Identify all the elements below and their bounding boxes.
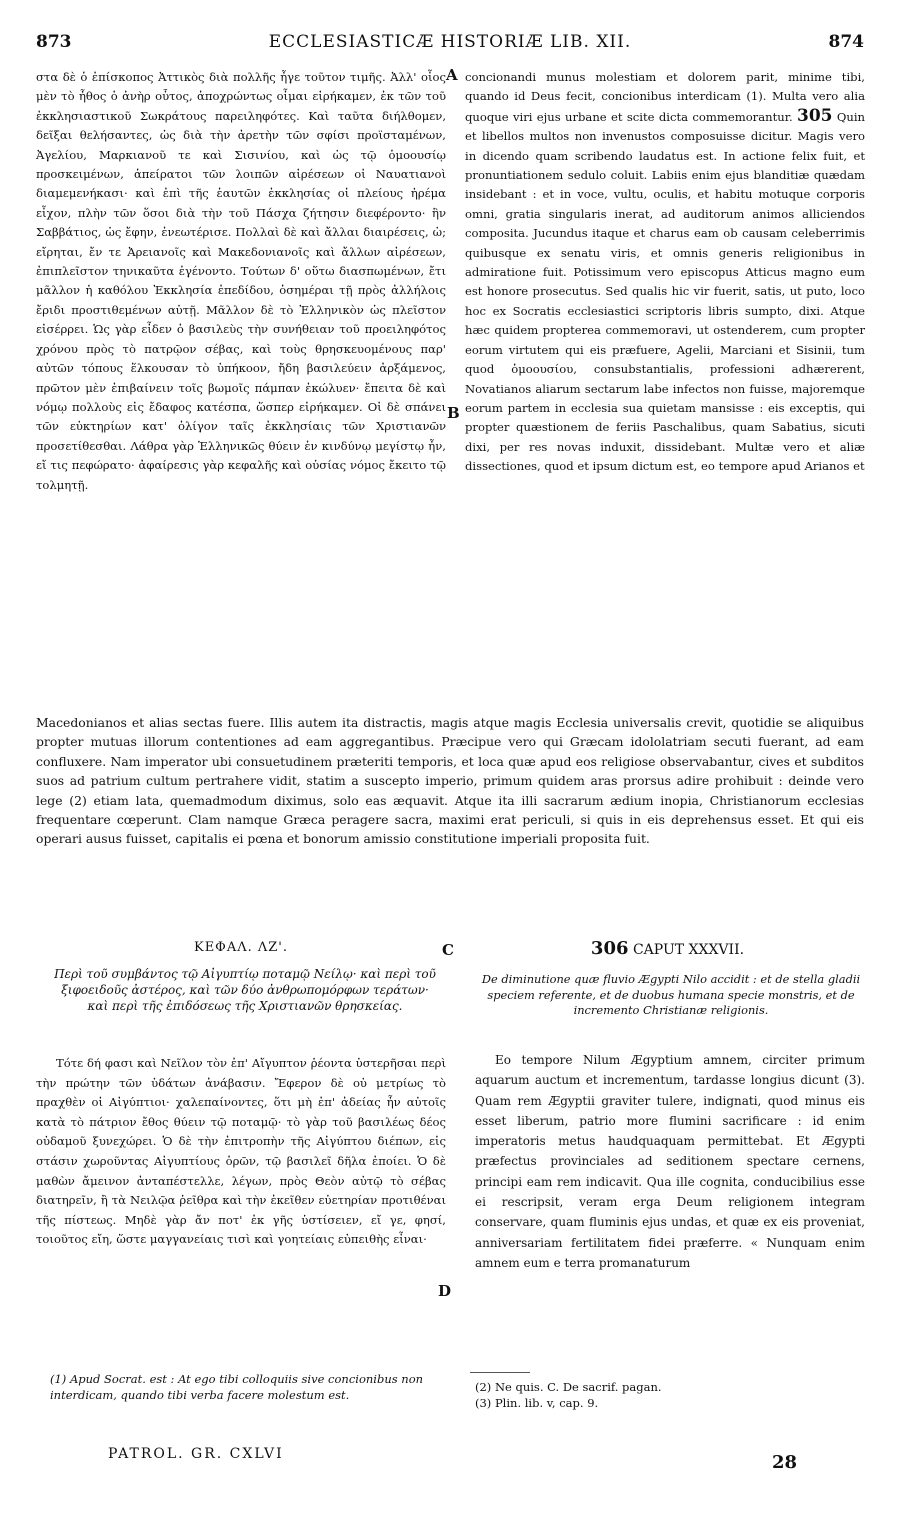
running-title: ECCLESIASTICÆ HISTORIÆ LIB. XII. [268,32,632,52]
footnote-2: (2) Ne quis. C. De sacrif. pagan. [475,1380,662,1394]
page-number-left: 873 [36,32,72,52]
footnote-3: (3) Plin. lib. v, cap. 9. [475,1395,599,1410]
page-header [36,32,864,58]
latin-column-text [465,68,865,477]
chapter-body-greek: Τότε δή φασι καὶ Νεῖλον τὸν ἐπ' Αἴγυπτον ῥέοντα ὑστερῆσαι περὶ τὴν πρώτην τῶν ὑδάτων ἀνάβασιν. Ἔφερον δὲ οὐ μετρίως τὸ πραχθὲν οἱ Αἰγύπτιοι· χαλεπαίνοντες, ὅτι μὴ ἐπ' ἀδείας ἦν αὐτοῖς κατὰ τὸ πάτριον ἔθος θύειν τῷ ποταμῷ· τὸ γὰρ τοῦ βασιλέως δέος οὐδαμοῦ ξυνεχώρει. Ὁ δὲ τὴν ἐπιτροπὴν τῆς Αἰγύπτου διέπων, εἰς στάσιν χωροῦντας Αἰγυπτίους ὁρῶν, τῷ βασιλεῖ δῆλα ἐποίει. Ὁ δὲ μαθὼν ἄμεινον ἀνταπέστελλε, λέγων, πρὸς Θεὸν αὐτῷ τὸ σέβας διατηρεῖν, ἢ τὰ Νειλῷα ῥεῖθρα καὶ τὴν ἐκεῖθεν εὐετηρίαν προτιθέναι τῆς πίστεως. Μηδὲ γὰρ ἄν ποτ' ἐκ γῆς ὑστίσειεν, εἴ γε, φησί, τοιοῦτος εἴη, ὥστε μαγγανείαις τισὶ καὶ γοητείαις εὐπειθὴς εἶναι· [36,1056,446,1247]
full-width-paragraph: Macedonianos et alias sectas fuere. Illis autem ita distractis, magis atque magis Ecclesia universalis crevit, quotidie se aliquibus propter mutuas illorum contentiones ad eam aggregantibus. Præcipue vero qui Græcam idololatriam secuti fuerant, ad eam confluxere. Nam imperator ubi consuetudinem præteriti temporis, et loca quæ apud eos religiose observabantur, cives et subditos suos ad patrium cultum pertrahere vidit, statim a suscepto imperio, primum quidem aras prorsus adire prohibuit : deinde vero lege (2) etiam lata, quemadmodum diximus, solo eas æquavit. Atque ita illi sacrarum ædium inopia, Christianorum ecclesias frequentare cœperunt. Clam namque Græca peragere sacra, maximi erat periculi, si quis in eis deprehensus esset. Et qui eis operari ausus fuisset, capitalis ei pœna et bonorum amissio constitutione imperiali proposita fuit. [36,715,864,847]
footnote-divider [470,1372,530,1373]
chapter-summary-greek: Περὶ τοῦ συμβάντος τῷ Αἰγυπτίῳ ποταμῷ Νείλῳ· καὶ περὶ τοῦ ξιφοειδοῦς ἀστέρος, καὶ τῶν δύο ἀνθρωπομόρφων τεράτων· καὶ περὶ τῆς ἐπιδόσεως τῆς Χριστιανῶν θρησκείας. [54,967,436,1013]
margin-marker-c: C [442,941,454,959]
page-number-right: 874 [828,32,864,52]
signature-mark: 28 [772,1452,798,1473]
column-number-305: 305 [797,105,833,126]
chapter-heading-greek: ΚΕΦΑΛ. ΛΖ'. [193,940,289,955]
greek-column-text: στα δὲ ὁ ἐπίσκοπος Ἀττικὸς διὰ πολλῆς ἦγε τοῦτον τιμῆς. Ἀλλ' οἷος μὲν τὸ ἦθος ὁ ἀνὴρ οὗτος, ἀποχρώντως οἶμαι εἰρήκαμεν, ἐκ τῶν τοῦ ἐκκλησιαστικοῦ Σωκράτους παρειληφότες. Καὶ ταῦτα διήλθομεν, δεῖξαι θελήσαντες, ὡς διὰ τὴν ἀρετὴν τῶν σφίσι προϊσταμένων, Ἀγελίου, Μαρκιανοῦ τε καὶ Σισινίου, καὶ ὡς τῷ ὁμοουσίῳ προσκειμένων, ἀπείρατοι τῶν λοιπῶν αἱρέσεων οἱ Ναυατιανοὶ διαμεμενήκασι· καὶ ἐπὶ τῆς ἑαυτῶν ἐκκλησίας οἱ πλείους ἠρέμα εἶχον, πλὴν τῶν ὅσοι διὰ τὴν τοῦ Πάσχα ζήτησιν διεφέροντο· ἣν Σαββάτιος, ὡς ἔφην, ἐνεωτέρισε. Πολλαὶ δὲ καὶ ἄλλαι διαιρέσεις, ὡ; εἴρηται, ἔν τε Ἀρειανοῖς καὶ Μακεδονιανοῖς καὶ ἄλλων αἱρέσεων, ἐπιπλεῖστον τηνικαῦτα ἐγένοντο. Τούτων δ' οὕτω διασπωμένων, ἔτι μᾶλλον ἡ καθόλου Ἐκκλησία ἐπεδίδου, ὁσημέραι τῇ πρὸς ἀλλήλοις ἔριδι προστιθεμένων αὐτῇ. Μᾶλλον δὲ τὸ Ἑλληνικὸν ὡς πλεῖστον εἰσέρρει. Ὡς γὰρ εἶδεν ὁ βασιλεὺς τὴν συνήθειαν τοῦ προειληφότος χρόνου πρὸς τὸ πατρῷον σέβας, καὶ τοὺς θρησκευομένους παρ' αὐτῶν τόπους ἕλκουσαν τὸ ὑπήκοον, ἤδη βασιλεύειν ἀρξάμενος, πρῶτον μὲν ἐπιβαίνειν τοῖς βωμοῖς πάμπαν ἐκώλυεν· ἔπειτα δὲ καὶ νόμῳ πολλοὺς εἰς ἔδαφος κατέσπα, ὥσπερ εἰρήκαμεν. Οἱ δὲ σπάνει τῶν εὐκτηρίων κατ' ὀλίγον ταῖς ἐκκλησίαις τῶν Χριστιανῶν προσετίθεσθαι. Λάθρα γὰρ Ἑλληνικῶς θύειν ἐν κινδύνῳ μεγίστῳ ἦν, εἴ τις πεφώρατο· ἀφαίρεσις γὰρ κεφαλῆς καὶ οὐσίας νόμος ἔκειτο τῷ τολμητῇ. [36,70,446,492]
chapter-summary-latin: De diminutione quæ fluvio Ægypti Nilo accidit : et de stella gladii speciem referente, et de duobus humana specie monstris, et de incremento Christianæ religionis. [481,972,861,1017]
margin-marker-d: D [438,1282,452,1300]
chapter-body-latin: Eo tempore Nilum Ægyptium amnem, circiter primum aquarum auctum et incrementum, tardasse longius dicunt (3). Quam rem Ægyptii graviter tulere, indignati, quod minus eis esset liberum, patrio more flumini sacrificare : id enim imperatoris metus haudquaquam permittebat. Et Ægypti præfectus provinciales ad seditionem spectare cernens, principi eam rem indicavit. Qua ille cognita, conducibilius esse ei rescripsit, veram erga Deum religionem integram conservare, quam fluminis ejus undas, et quæ ex eis proveniat, anniversariam fertilitatem fidei præferre. « Nunquam enim amnem eum e terra promanaturum [475,1053,865,1270]
footnotes-right [475,1380,865,1411]
chapter-title-latin: CAPUT XXXVII. [632,942,745,958]
margin-marker-a: A [446,66,458,84]
footnote-left: (1) Apud Socrat. est : At ego tibi colloquiis sive concionibus non interdicam, quando tibi verba facere molestum est. [50,1372,424,1402]
column-number-306: 306 [590,938,629,959]
chapter-heading-latin [470,938,865,959]
margin-marker-b: B [447,404,460,422]
latin-text-part-b: Quin et libellos multos non invenustos composuisse dicitur. Magis vero in dicendo quam scribendo laudatus est. In actione felix fuit, et pronuntiationem sedulo coluit. Labiis enim ejus blanditiæ quædam insidebant : et in voce, vultu, oculis, et habitu motuque corporis omni, gratia singularis inerat, ad auditorum animos alliciendos composita. Jucundus itaque et charus eam ob causam celeberrimis quibusque ex senatu viris, et omnis generis religionibus in admiratione fuit. Potissimum vero episcopus Atticus magno eum est honore prosecutus. Sed qualis hic vir fuerit, satis, ut puto, loco hoc ex Socratis ecclesiastici scriptoris libris sumpto, dixi. Atque hæc quidem propterea commemoravi, ut ostenderem, cum propter eorum virtutem qui eis præfuere, Agelii, Marciani et Sisinii, tum quod ὁμοουσίου, consubstantialis, professioni adhærerent, Novatianos aliarum sectarum labe infectos non fuisse, majoremque eorum partem in ecclesia sua quietam mansisse : eis exceptis, qui propter quæstionem de feriis Paschalibus, quam Sabatius, sicuti dixi, per res novas induxit, dissidebant. Multæ vero et aliæ dissectiones, quod et ipsum dictum est, eo tempore apud Arianos et [465,109,866,474]
series-imprint: PATROL. GR. CXLVI [108,1446,284,1462]
latin-text-part-a: concionandi munus molestiam et dolorem parit, minime tibi, quando id Deus fecit, concionibus interdicam (1). Multa vero alia quoque viri ejus urbane et scite dicta commemorantur. [465,70,865,124]
